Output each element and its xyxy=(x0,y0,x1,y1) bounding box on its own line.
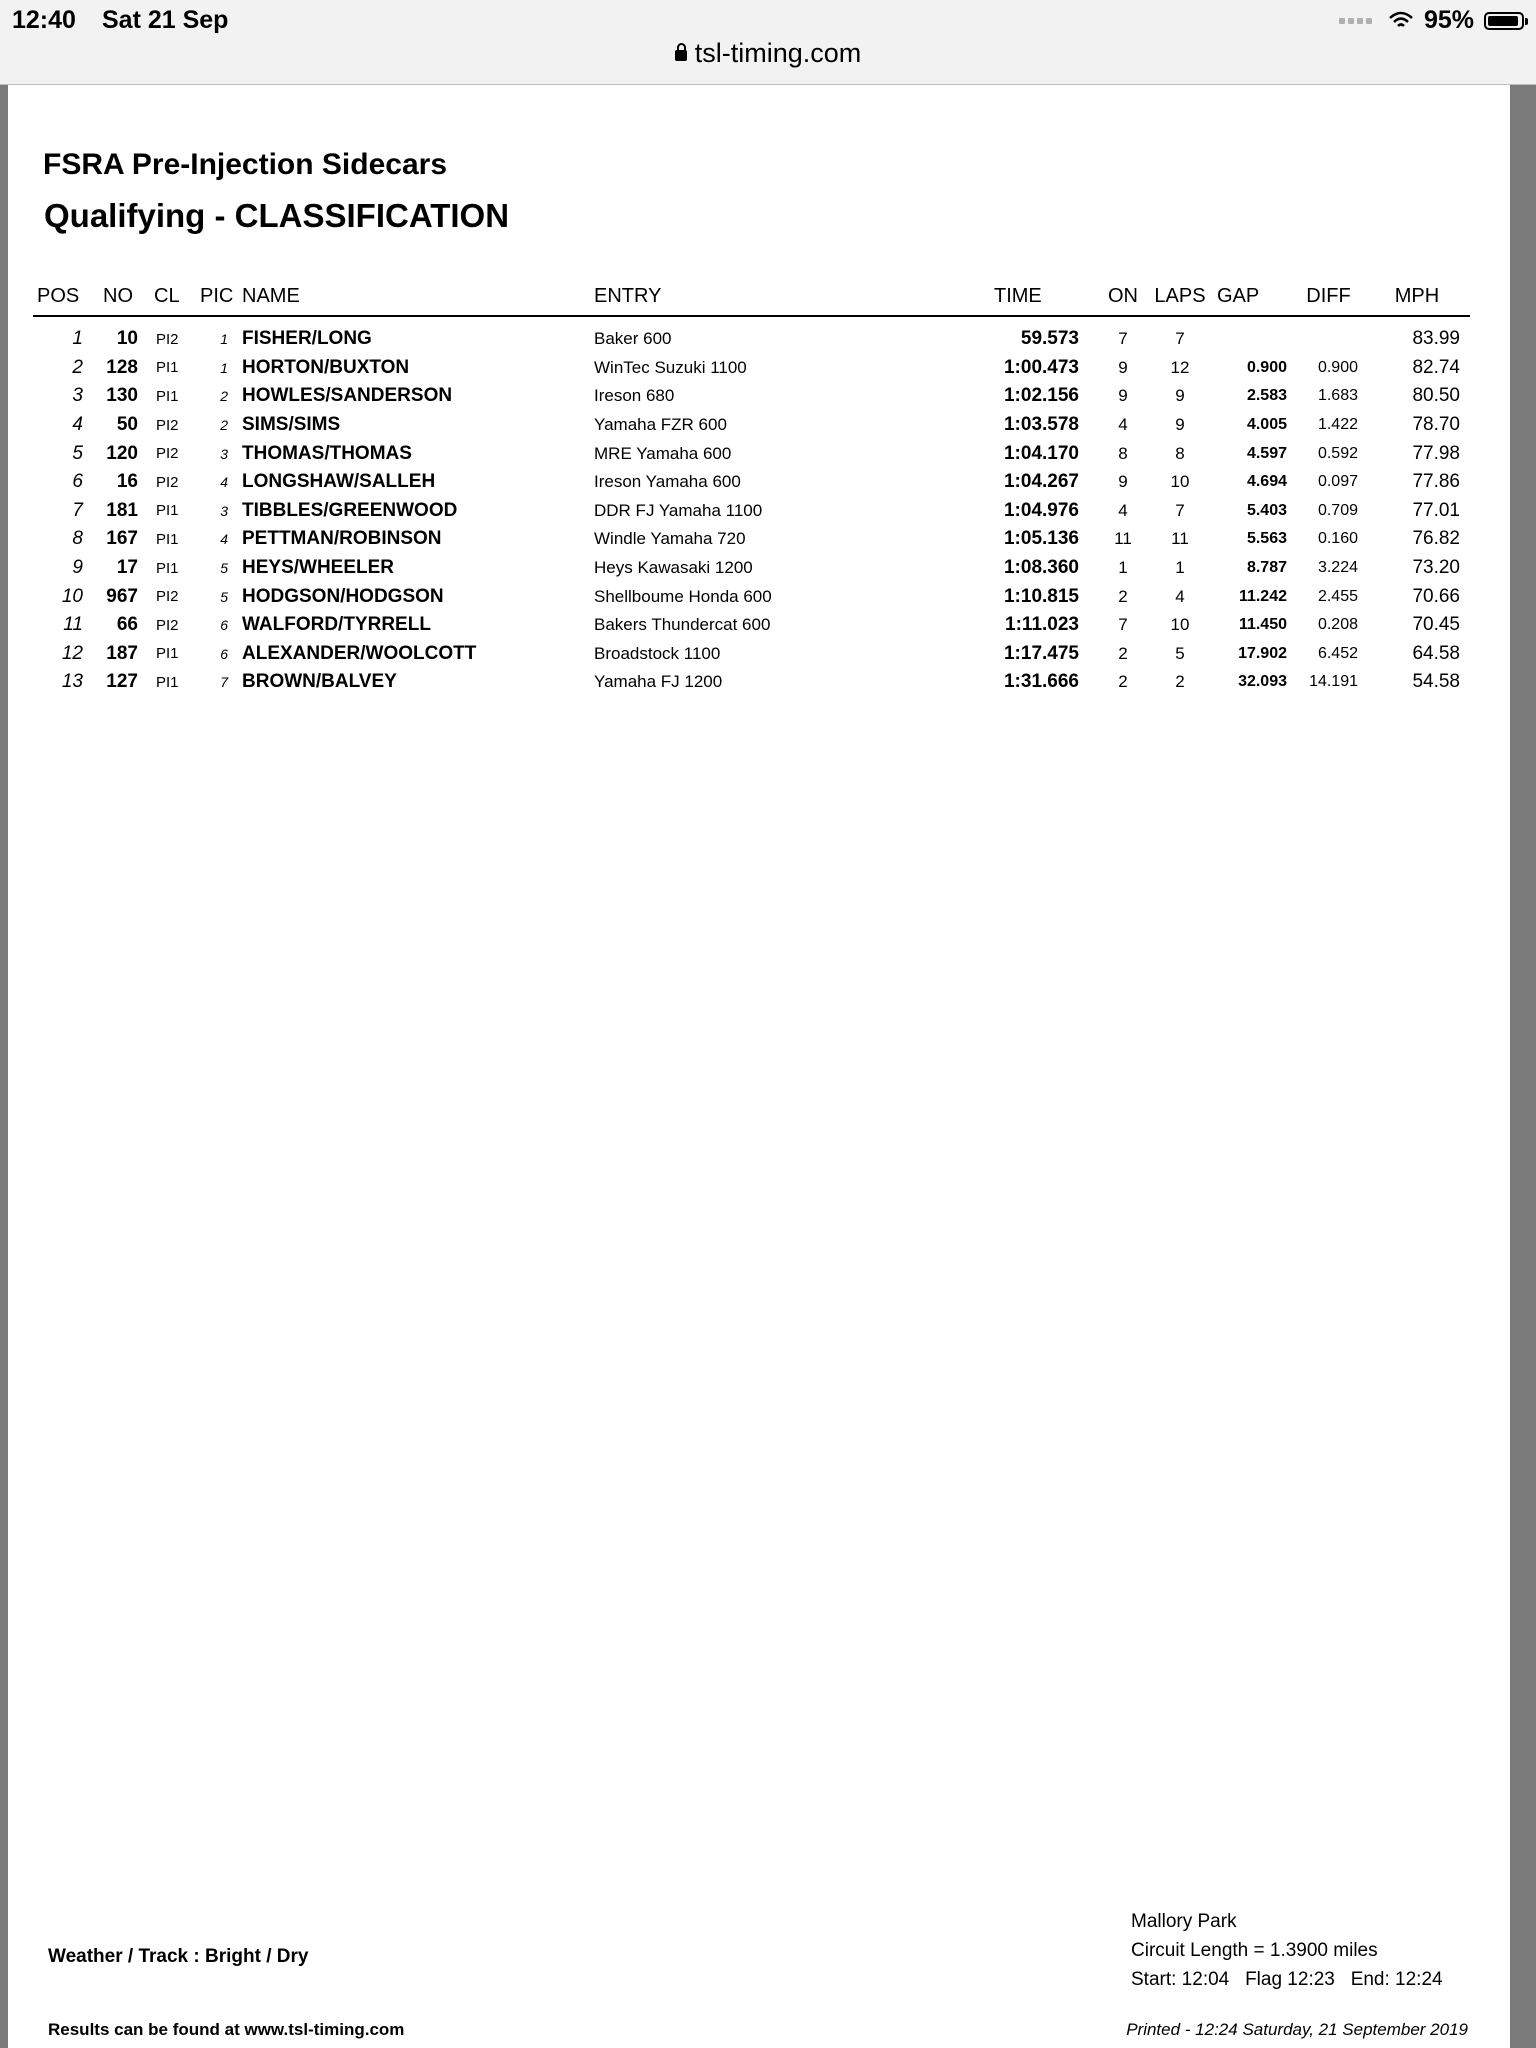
cell-driver-names: THOMAS/THOMAS xyxy=(242,442,412,464)
cell-entry: DDR FJ Yamaha 1100 xyxy=(594,500,763,520)
cell-class: PI2 xyxy=(156,473,179,491)
table-row xyxy=(33,640,1470,669)
table-row xyxy=(33,468,1470,497)
cell-pos: 11 xyxy=(63,614,83,636)
cell-entry: Shellboume Honda 600 xyxy=(594,586,772,606)
results-table xyxy=(33,278,1470,697)
header-entry: ENTRY xyxy=(594,278,994,316)
cell-on-lap: 2 xyxy=(1118,643,1128,663)
cell-lap-time: 1:04.267 xyxy=(1003,471,1079,493)
cell-driver-names: HOWLES/SANDERSON xyxy=(242,385,453,407)
cell-diff: 1.422 xyxy=(1317,416,1358,434)
weather-track: Weather / Track : Bright / Dry xyxy=(48,1946,309,1967)
cell-mph: 70.45 xyxy=(1412,614,1460,636)
header-pic: PIC xyxy=(200,278,242,316)
printed-timestamp: Printed - 12:24 Saturday, 21 September 2019 xyxy=(1126,2020,1468,2039)
circuit-length: Circuit Length = 1.3900 miles xyxy=(1131,1940,1378,1961)
results-header-row xyxy=(33,278,1470,316)
header-laps: LAPS xyxy=(1149,278,1211,316)
cell-lap-time: 59.573 xyxy=(1020,328,1079,350)
table-row xyxy=(33,668,1470,697)
cell-diff: 0.709 xyxy=(1317,501,1358,519)
cell-mph: 64.58 xyxy=(1412,642,1460,664)
cell-class: PI1 xyxy=(156,502,179,520)
table-row xyxy=(33,525,1470,554)
cell-on-lap: 7 xyxy=(1118,329,1128,349)
cell-on-lap: 11 xyxy=(1114,529,1132,549)
cell-pos: 3 xyxy=(72,385,83,407)
cell-class: PI1 xyxy=(156,530,179,548)
cell-on-lap: 4 xyxy=(1118,415,1128,435)
url-text: tsl-timing.com xyxy=(694,38,862,68)
cell-driver-names: WALFORD/TYRRELL xyxy=(242,614,431,636)
cell-lap-time: 1:04.976 xyxy=(1003,499,1079,521)
cell-no: 187 xyxy=(106,642,138,664)
cell-no: 66 xyxy=(116,614,138,636)
table-row xyxy=(33,611,1470,640)
table-row xyxy=(33,554,1470,583)
results-body xyxy=(33,316,1470,697)
cell-pos: 9 xyxy=(72,557,83,579)
cell-mph: 73.20 xyxy=(1412,557,1460,579)
cell-laps: 11 xyxy=(1171,529,1189,549)
cell-laps: 10 xyxy=(1170,615,1190,635)
cell-laps: 2 xyxy=(1175,672,1185,692)
cell-no: 50 xyxy=(116,414,138,436)
cell-gap xyxy=(1211,316,1293,354)
cell-class: PI1 xyxy=(156,645,179,663)
cell-driver-names: HEYS/WHEELER xyxy=(242,557,395,579)
cell-pos: 13 xyxy=(61,671,83,693)
status-time: 12:40 xyxy=(12,6,76,34)
cell-entry: WinTec Suzuki 1100 xyxy=(594,357,747,377)
cell-class-pos: 4 xyxy=(220,531,228,548)
cell-no: 167 xyxy=(106,528,138,550)
cell-entry: Ireson 680 xyxy=(594,386,675,406)
header-name: NAME xyxy=(242,278,594,316)
table-row xyxy=(33,382,1470,411)
cell-mph: 76.82 xyxy=(1412,528,1460,550)
table-row xyxy=(33,354,1470,383)
cell-no: 130 xyxy=(106,385,138,407)
session-times: Start: 12:04 Flag 12:23 End: 12:24 xyxy=(1131,1969,1443,1990)
cell-gap: 11.242 xyxy=(1238,587,1287,605)
cell-no: 120 xyxy=(106,442,138,464)
wifi-icon xyxy=(1388,10,1414,32)
cell-on-lap: 8 xyxy=(1118,443,1128,463)
cell-class-pos: 7 xyxy=(220,674,228,691)
cell-class-pos: 1 xyxy=(220,331,228,348)
cell-pos: 5 xyxy=(72,442,83,464)
cell-laps: 8 xyxy=(1175,443,1185,463)
cell-laps: 7 xyxy=(1175,329,1185,349)
status-indicators xyxy=(1339,6,1524,35)
cell-driver-names: HORTON/BUXTON xyxy=(242,356,410,378)
cell-class: PI1 xyxy=(156,387,179,405)
cell-class-pos: 6 xyxy=(220,617,228,634)
lock-icon xyxy=(675,50,687,61)
cell-entry: Windle Yamaha 720 xyxy=(594,529,746,549)
results-link-text: Results can be found at www.tsl-timing.com xyxy=(48,2020,405,2039)
cell-class-pos: 1 xyxy=(220,359,228,376)
cell-laps: 1 xyxy=(1175,558,1185,578)
cell-class-pos: 3 xyxy=(220,502,228,519)
cell-mph: 77.01 xyxy=(1412,499,1460,521)
cell-driver-names: LONGSHAW/SALLEH xyxy=(242,471,436,493)
cell-no: 10 xyxy=(116,328,138,350)
cell-diff: 14.191 xyxy=(1309,673,1358,691)
cell-entry: Broadstock 1100 xyxy=(594,643,721,663)
cell-diff: 0.592 xyxy=(1317,444,1358,462)
cell-laps: 10 xyxy=(1170,472,1190,492)
cell-driver-names: BROWN/BALVEY xyxy=(242,671,397,693)
cell-class-pos: 3 xyxy=(220,445,228,462)
cell-mph: 83.99 xyxy=(1412,328,1460,350)
cell-diff: 0.097 xyxy=(1317,473,1358,491)
cell-diff: 3.224 xyxy=(1317,559,1358,577)
cell-no: 17 xyxy=(116,557,138,579)
cell-entry: Yamaha FJ 1200 xyxy=(594,672,723,692)
header-mph: MPH xyxy=(1364,278,1470,316)
cell-mph: 70.66 xyxy=(1412,585,1460,607)
cell-on-lap: 1 xyxy=(1118,558,1128,578)
cell-laps: 9 xyxy=(1175,386,1185,406)
cell-gap: 32.093 xyxy=(1238,673,1287,691)
status-bar xyxy=(0,0,1536,85)
cell-class: PI2 xyxy=(156,330,179,348)
battery-fill xyxy=(1488,16,1518,26)
cell-lap-time: 1:31.666 xyxy=(1003,671,1079,693)
cell-laps: 7 xyxy=(1175,500,1185,520)
cell-diff: 0.160 xyxy=(1317,530,1358,548)
cell-lap-time: 1:02.156 xyxy=(1003,385,1079,407)
cell-no: 967 xyxy=(106,585,138,607)
cell-gap: 5.563 xyxy=(1246,530,1287,548)
address-bar[interactable] xyxy=(0,38,1536,69)
cell-pos: 2 xyxy=(72,356,83,378)
cell-diff: 0.900 xyxy=(1317,358,1358,376)
cell-gap: 8.787 xyxy=(1246,559,1287,577)
cell-diff: 2.455 xyxy=(1317,587,1358,605)
cell-gap: 5.403 xyxy=(1246,501,1287,519)
cell-pos: 8 xyxy=(72,528,83,550)
cell-lap-time: 1:11.023 xyxy=(1005,614,1079,636)
cell-class-pos: 2 xyxy=(220,417,228,434)
cell-pos: 1 xyxy=(72,328,83,350)
cell-gap: 11.450 xyxy=(1238,616,1287,634)
cell-class: PI2 xyxy=(156,616,179,634)
battery-icon xyxy=(1484,12,1524,30)
session-title: Qualifying - CLASSIFICATION xyxy=(44,197,510,234)
cell-pos: 7 xyxy=(72,499,83,521)
cell-class-pos: 6 xyxy=(220,645,228,662)
cell-lap-time: 1:17.475 xyxy=(1003,642,1079,664)
cell-on-lap: 2 xyxy=(1118,672,1128,692)
cell-laps: 12 xyxy=(1170,357,1190,377)
cell-driver-names: SIMS/SIMS xyxy=(242,414,341,436)
cell-pos: 12 xyxy=(61,642,83,664)
cell-on-lap: 2 xyxy=(1118,586,1128,606)
cell-no: 16 xyxy=(116,471,138,493)
header-cl: CL xyxy=(152,278,200,316)
cell-driver-names: HODGSON/HODGSON xyxy=(242,585,444,607)
cell-gap: 17.902 xyxy=(1238,644,1287,662)
page-scroll-area[interactable] xyxy=(1512,85,1536,2048)
table-row xyxy=(33,497,1470,526)
cell-class: PI2 xyxy=(156,588,179,606)
cell-driver-names: TIBBLES/GREENWOOD xyxy=(242,499,458,521)
cell-gap: 0.900 xyxy=(1246,358,1287,376)
circuit-info xyxy=(1131,1907,1443,1994)
cell-no: 128 xyxy=(106,356,138,378)
cell-entry: Ireson Yamaha 600 xyxy=(594,472,741,492)
cell-entry: Bakers Thundercat 600 xyxy=(594,615,771,635)
cell-laps: 4 xyxy=(1175,586,1185,606)
event-title: FSRA Pre-Injection Sidecars xyxy=(43,148,448,181)
battery-percent: 95% xyxy=(1423,6,1474,34)
cell-class: PI2 xyxy=(156,445,179,463)
cell-laps: 5 xyxy=(1175,643,1185,663)
cell-class: PI1 xyxy=(156,359,179,377)
header-no: NO xyxy=(93,278,152,316)
table-row xyxy=(33,411,1470,440)
table-row xyxy=(33,316,1470,354)
cell-diff: 6.452 xyxy=(1317,644,1358,662)
cell-lap-time: 1:00.473 xyxy=(1003,356,1079,378)
cell-driver-names: FISHER/LONG xyxy=(242,328,372,350)
cell-class-pos: 2 xyxy=(220,388,228,405)
cell-entry: Baker 600 xyxy=(594,329,672,349)
cell-pos: 6 xyxy=(72,471,83,493)
status-date: Sat 21 Sep xyxy=(102,6,229,34)
cell-mph: 77.86 xyxy=(1412,471,1460,493)
cell-class-pos: 5 xyxy=(220,588,228,605)
cell-gap: 4.694 xyxy=(1246,473,1287,491)
cell-pos: 10 xyxy=(61,585,83,607)
cell-mph: 82.74 xyxy=(1412,356,1460,378)
signal-icon xyxy=(1339,18,1372,24)
header-time: TIME xyxy=(994,278,1097,316)
cell-diff: 1.683 xyxy=(1317,387,1358,405)
cell-on-lap: 4 xyxy=(1118,500,1128,520)
cell-class: PI1 xyxy=(156,559,179,577)
cell-mph: 77.98 xyxy=(1412,442,1460,464)
table-row xyxy=(33,439,1470,468)
cell-lap-time: 1:10.815 xyxy=(1003,585,1079,607)
cell-entry: MRE Yamaha 600 xyxy=(594,443,732,463)
cell-entry: Heys Kawasaki 1200 xyxy=(594,558,753,578)
cell-pos: 4 xyxy=(72,414,83,436)
cell-no: 181 xyxy=(106,499,138,521)
cell-no: 127 xyxy=(106,671,138,693)
cell-driver-names: PETTMAN/ROBINSON xyxy=(242,528,442,550)
cell-on-lap: 9 xyxy=(1118,386,1128,406)
cell-class-pos: 5 xyxy=(220,560,228,577)
cell-mph: 80.50 xyxy=(1412,385,1460,407)
cell-lap-time: 1:03.578 xyxy=(1003,414,1079,436)
header-diff: DIFF xyxy=(1293,278,1364,316)
cell-gap: 4.005 xyxy=(1246,416,1287,434)
cell-lap-time: 1:08.360 xyxy=(1003,557,1079,579)
cell-diff xyxy=(1293,316,1364,354)
cell-class: PI2 xyxy=(156,416,179,434)
cell-gap: 2.583 xyxy=(1246,387,1287,405)
cell-entry: Yamaha FZR 600 xyxy=(594,415,727,435)
cell-on-lap: 9 xyxy=(1118,357,1128,377)
cell-mph: 54.58 xyxy=(1412,671,1460,693)
cell-class: PI1 xyxy=(156,673,179,691)
cell-on-lap: 7 xyxy=(1118,615,1128,635)
header-on: ON xyxy=(1097,278,1149,316)
cell-gap: 4.597 xyxy=(1246,444,1287,462)
cell-lap-time: 1:04.170 xyxy=(1003,442,1079,464)
cell-diff: 0.208 xyxy=(1317,616,1358,634)
header-pos: POS xyxy=(33,278,93,316)
cell-driver-names: ALEXANDER/WOOLCOTT xyxy=(242,642,477,664)
table-row xyxy=(33,582,1470,611)
cell-on-lap: 9 xyxy=(1118,472,1128,492)
cell-mph: 78.70 xyxy=(1412,414,1460,436)
header-gap: GAP xyxy=(1211,278,1293,316)
circuit-name: Mallory Park xyxy=(1131,1911,1237,1932)
cell-class-pos: 4 xyxy=(220,474,228,491)
cell-laps: 9 xyxy=(1175,415,1185,435)
cell-lap-time: 1:05.136 xyxy=(1003,528,1079,550)
